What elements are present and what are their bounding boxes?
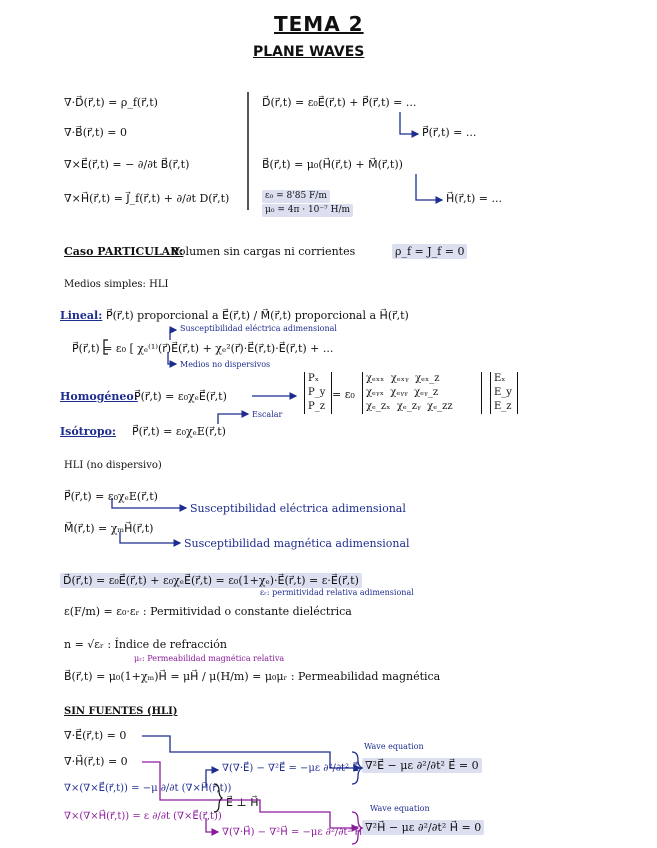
wave-equation-label-h: Wave equation: [370, 804, 430, 813]
tensor-row: [366, 372, 478, 386]
mu0-value: μ₀ = 4π · 10⁻⁷ H/m: [262, 204, 353, 217]
tensor-cell: χₑᵧₓ: [366, 387, 384, 398]
maxwell-eq-faraday: ∇×E⃗(r⃗,t) = − ∂/∂t B⃗(r⃗,t): [64, 158, 190, 171]
wave-equation-h: ∇²H⃗ − με ∂²/∂t² H⃗ = 0: [362, 820, 484, 835]
tensor-cell: χₑ_zₓ: [366, 401, 391, 412]
permitividad-eq: ε(F/m) = ε₀·εᵣ : Permitividad o constante dieléctrica: [64, 605, 352, 618]
sf-div-h: ∇·H⃗(r⃗,t) = 0: [64, 755, 128, 768]
wave-equation-e: ∇²E⃗ − με ∂²/∂t² E⃗ = 0: [362, 758, 482, 773]
caso-text: Volumen sin cargas ni corrientes: [172, 245, 356, 258]
isotropo-eq: P⃗(r⃗,t) = ε₀χₑE(r⃗,t): [132, 425, 226, 438]
arrow-scalar-note: [218, 414, 248, 424]
refraccion-eq: n = √εᵣ : Índice de refracción: [64, 638, 227, 651]
epsilon0-value: ε₀ = 8'85 F/m: [262, 190, 330, 203]
arrow-h-relation: [416, 174, 442, 200]
susceptibility-tensor: [362, 372, 482, 414]
lineal-text: P⃗(r⃗,t) proporcional a E⃗(r⃗,t) / M⃗(r⃗,t) proporcional a H⃗(r⃗,t): [106, 309, 409, 322]
tensor-row: [366, 386, 478, 400]
vector-cell: P_y: [308, 387, 326, 398]
caso-heading: Caso PARTICULAR:: [64, 245, 184, 258]
caso-condition: ρ_f = J_f = 0: [392, 244, 467, 259]
tensor-cell: χₑₓ_z: [415, 373, 440, 384]
vector-cell: E_y: [494, 387, 512, 398]
field-vector: [490, 372, 518, 414]
d-result-eq: D⃗(r⃗,t) = ε₀E⃗(r⃗,t) + ε₀χₑE⃗(r⃗,t) = ε₀(1+χₑ)·E⃗(r⃗,t) = ε·E⃗(r⃗,t): [60, 573, 362, 588]
sin-fuentes-heading: SIN FUENTES (HLI): [64, 706, 178, 717]
vector-cell: Pₓ: [308, 373, 319, 384]
constitutive-h: H⃗(r⃗,t) = ...: [446, 192, 502, 205]
sf-identity-e: ∇(∇·E⃗) − ∇²E⃗ = −με ∂²/∂t² E⃗: [222, 763, 359, 774]
polarization-vector: [304, 372, 332, 414]
b-result-eq: B⃗(r⃗,t) = μ₀(1+χₘ)H⃗ = μH⃗ / μ(H/m) = μ₀μᵣ : Permeabilidad magnética: [64, 670, 441, 683]
wave-equation-label-e: Wave equation: [364, 742, 424, 751]
isotropo-note-scalar: Escalar: [252, 410, 283, 419]
constitutive-b: B⃗(r⃗,t) = μ₀(H⃗(r⃗,t) + M⃗(r⃗,t)): [262, 158, 403, 171]
lineal-note-susceptibility: Susceptibilidad eléctrica adimensional: [180, 324, 337, 333]
constitutive-p: P⃗(r⃗,t) = ...: [422, 126, 477, 139]
hli-heading: HLI (no dispersivo): [64, 460, 162, 471]
page-title: TEMA 2: [274, 12, 364, 36]
vector-cell: Eₓ: [494, 373, 506, 384]
refraccion-note: μᵣ: Permeabilidad magnética relativa: [134, 654, 285, 663]
tensor-cell: χₑₓᵧ: [390, 373, 409, 384]
arrow-susceptibility-note: [170, 330, 176, 340]
sf-identity-h: ∇(∇·H⃗) − ∇²H⃗ = −με ∂²/∂t² H⃗: [222, 827, 363, 838]
tensor-cell: χₑᵧ_z: [414, 387, 439, 398]
maxwell-eq-ampere: ∇×H⃗(r⃗,t) = J⃗_f(r⃗,t) + ∂/∂t D(r⃗,t): [64, 192, 230, 205]
tensor-cell: χₑ_zz: [427, 401, 453, 412]
lineal-expansion: P⃗(r⃗,t) = ε₀ [ χₑ⁽¹⁾(r⃗)E⃗(r⃗,t) + χₑ²(r⃗)·E⃗(r⃗,t)·E⃗(r⃗,t) + ...: [72, 342, 334, 355]
lineal-label: Lineal:: [60, 309, 103, 322]
tensor-cell: χₑₓₓ: [366, 373, 385, 384]
medios-simples: Medios simples: HLI: [64, 279, 169, 290]
susc-p-note: Susceptibilidad eléctrica adimensional: [190, 502, 406, 515]
vector-cell: E_z: [494, 401, 512, 412]
sf-curl-curl-h: ∇×(∇×H⃗(r⃗,t)) = ε ∂/∂t (∇×E⃗(r⃗,t)): [64, 811, 222, 822]
homogeneo-label: Homogéneo:: [60, 390, 138, 403]
sf-div-e: ∇·E⃗(r⃗,t) = 0: [64, 729, 127, 742]
sf-perpendicular: E⃗ ⊥ H⃗: [226, 796, 259, 809]
tensor-cell: χₑ_zᵧ: [396, 401, 421, 412]
susc-p-eq: P⃗(r⃗,t) = ε₀χₑE(r⃗,t): [64, 490, 158, 503]
page-subtitle: PLANE WAVES: [253, 44, 365, 60]
isotropo-label: Isótropo:: [60, 425, 116, 438]
maxwell-eq-magnetic: ∇·B⃗(r⃗,t) = 0: [64, 126, 127, 139]
maxwell-eq-gauss: ∇·D⃗(r⃗,t) = ρ_f(r⃗,t): [64, 96, 158, 109]
d-result-note: εᵣ: permitividad relativa adimensional: [260, 588, 414, 597]
constitutive-d: D⃗(r⃗,t) = ε₀E⃗(r⃗,t) + P⃗(r⃗,t) = ...: [262, 96, 417, 109]
susc-m-eq: M⃗(r⃗,t) = χₘH⃗(r⃗,t): [64, 522, 154, 535]
tensor-cell: χₑᵧᵧ: [390, 387, 408, 398]
vector-cell: P_z: [308, 401, 325, 412]
sf-curl-curl-e: ∇×(∇×E⃗(r⃗,t)) = −μ ∂/∂t (∇×H⃗(r⃗,t)): [64, 783, 232, 794]
arrow-p-relation: [400, 112, 418, 134]
column-divider: [247, 92, 249, 210]
lineal-note-nondispersive: Medios no dispersivos: [180, 360, 271, 369]
homogeneo-eq: P⃗(r⃗,t) = ε₀χₑE⃗(r⃗,t): [134, 390, 227, 403]
susc-m-note: Susceptibilidad magnética adimensional: [184, 537, 410, 550]
matrix-equals: = ε₀: [332, 388, 355, 401]
tensor-row: [366, 400, 478, 414]
